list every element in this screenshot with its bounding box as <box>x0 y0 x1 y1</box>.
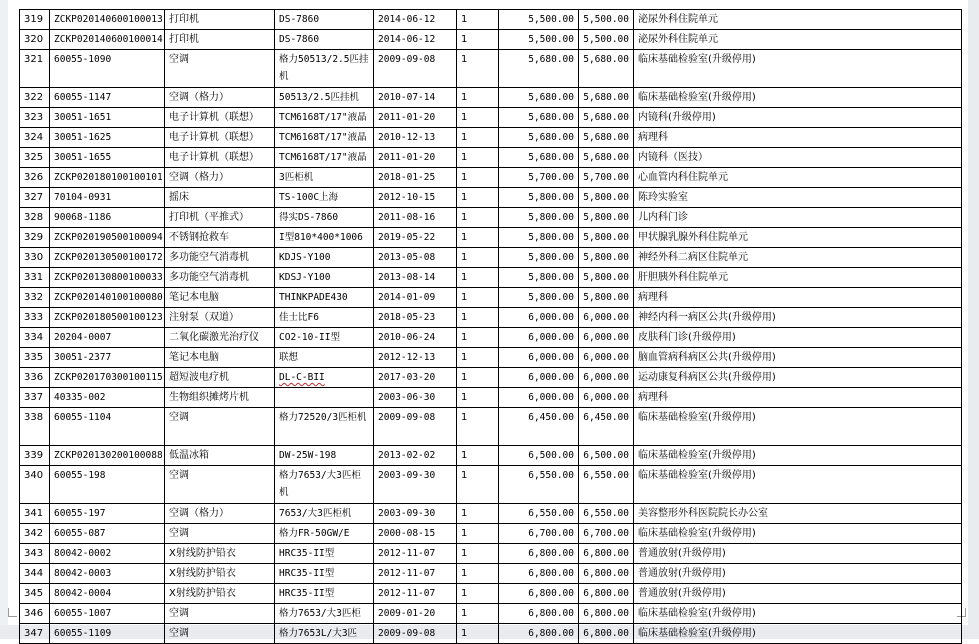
cell-department: 病理科 <box>634 288 962 308</box>
cell-amount: 5,680.00 <box>579 50 634 88</box>
cell-department: 泌尿外科住院单元 <box>634 10 962 30</box>
cell-quantity: 1 <box>457 368 499 388</box>
cell-amount: 6,800.00 <box>579 544 634 564</box>
cell-date: 2012-11-07 <box>374 584 457 604</box>
cell-unit-price: 5,800.00 <box>499 208 579 228</box>
cell-unit-price: 5,800.00 <box>499 248 579 268</box>
table-row <box>20 504 962 524</box>
table-row <box>20 50 962 88</box>
table-row <box>20 308 962 328</box>
cell-model: 格力7653/大3匹柜机 <box>275 466 374 504</box>
cell-asset-code: 80042-0002 <box>50 544 165 564</box>
table-row <box>20 624 962 644</box>
cell-department: 儿内科门诊 <box>634 208 962 228</box>
cell-index: 323 <box>20 108 50 128</box>
cell-asset-name: 空调（格力） <box>165 504 275 524</box>
table-row <box>20 328 962 348</box>
cell-index: 324 <box>20 128 50 148</box>
table-row <box>20 208 962 228</box>
cell-asset-code: 30051-2377 <box>50 348 165 368</box>
cell-amount: 5,800.00 <box>579 188 634 208</box>
table-row <box>20 10 962 30</box>
cell-asset-name: 打印机 <box>165 30 275 50</box>
cell-department: 病理科 <box>634 128 962 148</box>
cell-amount: 6,550.00 <box>579 466 634 504</box>
cell-asset-name: 超短波电疗机 <box>165 368 275 388</box>
cell-asset-name: 空调 <box>165 524 275 544</box>
cell-model: DW-25W-198 <box>275 446 374 466</box>
cell-unit-price: 6,000.00 <box>499 388 579 408</box>
cell-unit-price: 6,000.00 <box>499 328 579 348</box>
cell-quantity: 1 <box>457 604 499 624</box>
cell-date: 2018-05-23 <box>374 308 457 328</box>
cell-department: 病理科 <box>634 388 962 408</box>
cell-quantity: 1 <box>457 408 499 446</box>
cell-model: 7653/大3匹柜机 <box>275 504 374 524</box>
cell-asset-name: 空调 <box>165 604 275 624</box>
cell-quantity: 1 <box>457 168 499 188</box>
cell-department: 临床基础检验室(升级停用) <box>634 604 962 624</box>
cell-asset-code: ZCKP020170300100115 <box>50 368 165 388</box>
cell-model: 格力7653/大3匹柜 <box>275 604 374 624</box>
cell-index: 340 <box>20 466 50 504</box>
cell-amount: 5,800.00 <box>579 248 634 268</box>
cell-date: 2010-07-14 <box>374 88 457 108</box>
cell-index: 336 <box>20 368 50 388</box>
cell-quantity: 1 <box>457 188 499 208</box>
cell-date: 2014-01-09 <box>374 288 457 308</box>
cell-quantity: 1 <box>457 524 499 544</box>
cell-asset-name: 多功能空气消毒机 <box>165 268 275 288</box>
cell-unit-price: 6,800.00 <box>499 584 579 604</box>
cell-amount: 5,500.00 <box>579 10 634 30</box>
cell-date: 2012-11-07 <box>374 564 457 584</box>
cell-date: 2003-06-30 <box>374 388 457 408</box>
cell-quantity: 1 <box>457 108 499 128</box>
cell-index: 321 <box>20 50 50 88</box>
cell-date: 2011-01-20 <box>374 108 457 128</box>
table-row <box>20 188 962 208</box>
cell-asset-code: ZCKP020130800100033 <box>50 268 165 288</box>
cell-date: 2019-05-22 <box>374 228 457 248</box>
cell-department: 普通放射(升级停用) <box>634 584 962 604</box>
page-margin-left <box>0 0 8 639</box>
page-corner-mark-left <box>8 608 17 617</box>
cell-asset-code: ZCKP020180500100123 <box>50 308 165 328</box>
cell-amount: 5,800.00 <box>579 288 634 308</box>
cell-department: 临床基础检验室(升级停用) <box>634 50 962 88</box>
cell-date: 2009-09-08 <box>374 50 457 88</box>
cell-department: 临床基础检验室(升级停用) <box>634 88 962 108</box>
cell-model: 格力FR-50GW/E <box>275 524 374 544</box>
cell-unit-price: 6,800.00 <box>499 564 579 584</box>
cell-asset-code: 60055-198 <box>50 466 165 504</box>
table-row <box>20 368 962 388</box>
cell-department: 皮肤科门诊(升级停用) <box>634 328 962 348</box>
cell-quantity: 1 <box>457 624 499 644</box>
cell-amount: 6,700.00 <box>579 524 634 544</box>
cell-index: 339 <box>20 446 50 466</box>
cell-amount: 5,680.00 <box>579 108 634 128</box>
cell-department: 临床基础检验室(升级停用) <box>634 446 962 466</box>
cell-amount: 5,680.00 <box>579 88 634 108</box>
table-row <box>20 30 962 50</box>
cell-department: 心血管内科住院单元 <box>634 168 962 188</box>
cell-asset-name: 空调（格力） <box>165 88 275 108</box>
cell-date: 2013-08-14 <box>374 268 457 288</box>
cell-quantity: 1 <box>457 288 499 308</box>
cell-asset-code: 60055-1104 <box>50 408 165 446</box>
cell-amount: 6,800.00 <box>579 584 634 604</box>
cell-model: TCM6168T/17"液晶 <box>275 128 374 148</box>
cell-index: 327 <box>20 188 50 208</box>
cell-quantity: 1 <box>457 446 499 466</box>
cell-unit-price: 6,000.00 <box>499 348 579 368</box>
table-row <box>20 408 962 446</box>
cell-date: 2010-12-13 <box>374 128 457 148</box>
cell-asset-code: 60055-087 <box>50 524 165 544</box>
cell-asset-name: 空调 <box>165 50 275 88</box>
table-row <box>20 584 962 604</box>
cell-amount: 6,550.00 <box>579 504 634 524</box>
cell-department: 内镜科（医技） <box>634 148 962 168</box>
cell-asset-code: ZCKP020140100100080 <box>50 288 165 308</box>
table-row <box>20 446 962 466</box>
cell-index: 331 <box>20 268 50 288</box>
cell-quantity: 1 <box>457 388 499 408</box>
cell-date: 2010-06-24 <box>374 328 457 348</box>
table-row <box>20 228 962 248</box>
cell-asset-code: 30051-1655 <box>50 148 165 168</box>
cell-date: 2009-09-08 <box>374 408 457 446</box>
cell-index: 345 <box>20 584 50 604</box>
cell-model: DL-C-BII <box>275 368 374 388</box>
cell-unit-price: 6,450.00 <box>499 408 579 446</box>
cell-quantity: 1 <box>457 10 499 30</box>
cell-department: 普通放射(升级停用) <box>634 564 962 584</box>
cell-amount: 6,000.00 <box>579 348 634 368</box>
cell-department: 内镜科(升级停用) <box>634 108 962 128</box>
table-body <box>20 10 962 644</box>
page-margin-right <box>968 0 979 639</box>
cell-date: 2014-06-12 <box>374 30 457 50</box>
cell-quantity: 1 <box>457 328 499 348</box>
cell-unit-price: 5,500.00 <box>499 30 579 50</box>
cell-asset-code: 80042-0004 <box>50 584 165 604</box>
cell-unit-price: 6,000.00 <box>499 368 579 388</box>
cell-amount: 6,500.00 <box>579 446 634 466</box>
cell-amount: 6,800.00 <box>579 564 634 584</box>
cell-quantity: 1 <box>457 504 499 524</box>
cell-quantity: 1 <box>457 584 499 604</box>
cell-asset-name: 笔记本电脑 <box>165 288 275 308</box>
cell-asset-code: ZCKP020140600100014 <box>50 30 165 50</box>
table-row <box>20 564 962 584</box>
cell-unit-price: 6,800.00 <box>499 604 579 624</box>
cell-model: 佳士比F6 <box>275 308 374 328</box>
cell-model: TCM6168T/17"液晶 <box>275 148 374 168</box>
cell-asset-code: ZCKP020130200100088 <box>50 446 165 466</box>
table-row <box>20 604 962 624</box>
cell-index: 332 <box>20 288 50 308</box>
cell-model: 50513/2.5匹挂机 <box>275 88 374 108</box>
cell-asset-name: 不锈钢抢救车 <box>165 228 275 248</box>
cell-asset-code: 60055-1090 <box>50 50 165 88</box>
cell-asset-code: 60055-197 <box>50 504 165 524</box>
cell-department: 甲状腺乳腺外科住院单元 <box>634 228 962 248</box>
cell-date: 2012-10-15 <box>374 188 457 208</box>
cell-asset-code: 20204-0007 <box>50 328 165 348</box>
cell-asset-code: 30051-1651 <box>50 108 165 128</box>
cell-asset-name: 二氧化碳激光治疗仪 <box>165 328 275 348</box>
cell-department: 临床基础检验室(升级停用) <box>634 408 962 446</box>
asset-table <box>19 9 962 644</box>
cell-amount: 6,450.00 <box>579 408 634 446</box>
cell-amount: 5,800.00 <box>579 268 634 288</box>
cell-model: 格力72520/3匹柜机 <box>275 408 374 446</box>
cell-department: 临床基础检验室(升级停用) <box>634 466 962 504</box>
cell-quantity: 1 <box>457 308 499 328</box>
cell-date: 2017-03-20 <box>374 368 457 388</box>
cell-unit-price: 5,700.00 <box>499 168 579 188</box>
cell-model: DS-7860 <box>275 30 374 50</box>
table-row <box>20 128 962 148</box>
cell-asset-name: 电子计算机（联想） <box>165 148 275 168</box>
cell-asset-code: ZCKP020190500100094 <box>50 228 165 248</box>
cell-index: 334 <box>20 328 50 348</box>
cell-index: 347 <box>20 624 50 644</box>
cell-quantity: 1 <box>457 544 499 564</box>
cell-amount: 6,000.00 <box>579 388 634 408</box>
cell-amount: 5,800.00 <box>579 228 634 248</box>
cell-model <box>275 388 374 408</box>
cell-asset-code: 90068-1186 <box>50 208 165 228</box>
cell-asset-code: 60055-1147 <box>50 88 165 108</box>
cell-asset-name: X射线防护铅衣 <box>165 564 275 584</box>
cell-unit-price: 5,680.00 <box>499 128 579 148</box>
cell-quantity: 1 <box>457 466 499 504</box>
cell-model: I型810*400*1006 <box>275 228 374 248</box>
cell-index: 333 <box>20 308 50 328</box>
cell-asset-code: 80042-0003 <box>50 564 165 584</box>
cell-index: 343 <box>20 544 50 564</box>
cell-quantity: 1 <box>457 348 499 368</box>
cell-unit-price: 5,680.00 <box>499 50 579 88</box>
cell-model: 格力7653L/大3匹 <box>275 624 374 644</box>
cell-index: 342 <box>20 524 50 544</box>
cell-model: HRC35-II型 <box>275 584 374 604</box>
cell-department: 普通放射(升级停用) <box>634 544 962 564</box>
cell-unit-price: 5,800.00 <box>499 188 579 208</box>
cell-model: 格力50513/2.5匹挂机 <box>275 50 374 88</box>
cell-index: 341 <box>20 504 50 524</box>
cell-quantity: 1 <box>457 128 499 148</box>
table-row <box>20 248 962 268</box>
cell-asset-code: ZCKP020140600100013 <box>50 10 165 30</box>
cell-index: 325 <box>20 148 50 168</box>
table-row <box>20 466 962 504</box>
table-row <box>20 348 962 368</box>
cell-index: 320 <box>20 30 50 50</box>
cell-department: 陈玲实验室 <box>634 188 962 208</box>
cell-date: 2013-02-02 <box>374 446 457 466</box>
cell-asset-name: 生物组织摊烤片机 <box>165 388 275 408</box>
cell-date: 2014-06-12 <box>374 10 457 30</box>
cell-unit-price: 6,550.00 <box>499 466 579 504</box>
cell-quantity: 1 <box>457 88 499 108</box>
table-row <box>20 268 962 288</box>
cell-amount: 5,680.00 <box>579 148 634 168</box>
table-row <box>20 524 962 544</box>
table-row <box>20 388 962 408</box>
cell-amount: 6,000.00 <box>579 368 634 388</box>
table-row <box>20 544 962 564</box>
cell-asset-code: 60055-1007 <box>50 604 165 624</box>
cell-model: CO2-10-II型 <box>275 328 374 348</box>
cell-model: 联想 <box>275 348 374 368</box>
cell-date: 2011-08-16 <box>374 208 457 228</box>
cell-unit-price: 5,680.00 <box>499 148 579 168</box>
cell-amount: 5,680.00 <box>579 128 634 148</box>
cell-department: 美容整形外科医院院长办公室 <box>634 504 962 524</box>
cell-index: 319 <box>20 10 50 30</box>
cell-unit-price: 6,700.00 <box>499 524 579 544</box>
cell-date: 2013-05-08 <box>374 248 457 268</box>
cell-asset-name: 笔记本电脑 <box>165 348 275 368</box>
cell-index: 337 <box>20 388 50 408</box>
cell-quantity: 1 <box>457 148 499 168</box>
cell-department: 临床基础检验室(升级停用) <box>634 624 962 644</box>
cell-amount: 5,800.00 <box>579 208 634 228</box>
cell-index: 344 <box>20 564 50 584</box>
cell-asset-name: 电子计算机（联想） <box>165 128 275 148</box>
cell-index: 346 <box>20 604 50 624</box>
cell-department: 临床基础检验室(升级停用) <box>634 524 962 544</box>
cell-asset-name: 打印机（平推式） <box>165 208 275 228</box>
cell-asset-name: 低温冰箱 <box>165 446 275 466</box>
cell-model: HRC35-II型 <box>275 544 374 564</box>
cell-amount: 6,000.00 <box>579 308 634 328</box>
cell-quantity: 1 <box>457 268 499 288</box>
cell-asset-name: 打印机 <box>165 10 275 30</box>
cell-amount: 6,000.00 <box>579 328 634 348</box>
table-row <box>20 148 962 168</box>
cell-asset-name: 多功能空气消毒机 <box>165 248 275 268</box>
cell-asset-name: 空调 <box>165 466 275 504</box>
cell-unit-price: 5,800.00 <box>499 228 579 248</box>
cell-asset-name: 空调 <box>165 408 275 446</box>
cell-quantity: 1 <box>457 50 499 88</box>
cell-date: 2012-12-13 <box>374 348 457 368</box>
cell-unit-price: 5,800.00 <box>499 268 579 288</box>
cell-asset-name: 空调 <box>165 624 275 644</box>
cell-unit-price: 5,680.00 <box>499 88 579 108</box>
cell-unit-price: 6,550.00 <box>499 504 579 524</box>
cell-date: 2011-01-20 <box>374 148 457 168</box>
cell-index: 322 <box>20 88 50 108</box>
cell-index: 328 <box>20 208 50 228</box>
cell-department: 脑血管病科病区公共(升级停用) <box>634 348 962 368</box>
cell-date: 2012-11-07 <box>374 544 457 564</box>
cell-unit-price: 5,500.00 <box>499 10 579 30</box>
cell-asset-name: 注射泵（双道） <box>165 308 275 328</box>
cell-model: TS-100C上海 <box>275 188 374 208</box>
cell-amount: 6,800.00 <box>579 624 634 644</box>
cell-unit-price: 5,680.00 <box>499 108 579 128</box>
cell-asset-name: X射线防护铅衣 <box>165 544 275 564</box>
cell-unit-price: 6,800.00 <box>499 624 579 644</box>
table-row <box>20 168 962 188</box>
cell-model: THINKPADE430 <box>275 288 374 308</box>
cell-index: 330 <box>20 248 50 268</box>
cell-amount: 5,700.00 <box>579 168 634 188</box>
cell-date: 2003-09-30 <box>374 504 457 524</box>
table-row <box>20 88 962 108</box>
cell-date: 2003-09-30 <box>374 466 457 504</box>
cell-asset-code: 40335-002 <box>50 388 165 408</box>
cell-date: 2018-01-25 <box>374 168 457 188</box>
cell-index: 335 <box>20 348 50 368</box>
cell-model: 得实DS-7860 <box>275 208 374 228</box>
cell-model: KDSJ-Y100 <box>275 268 374 288</box>
cell-amount: 6,800.00 <box>579 604 634 624</box>
cell-model: HRC35-II型 <box>275 564 374 584</box>
cell-asset-name: 空调（格力） <box>165 168 275 188</box>
cell-model: TCM6168T/17"液晶 <box>275 108 374 128</box>
cell-department: 肝胆胰外科住院单元 <box>634 268 962 288</box>
cell-quantity: 1 <box>457 228 499 248</box>
cell-quantity: 1 <box>457 208 499 228</box>
cell-date: 2000-08-15 <box>374 524 457 544</box>
cell-unit-price: 5,800.00 <box>499 288 579 308</box>
table-row <box>20 288 962 308</box>
cell-model: DS-7860 <box>275 10 374 30</box>
cell-date: 2009-01-20 <box>374 604 457 624</box>
cell-quantity: 1 <box>457 564 499 584</box>
cell-asset-code: ZCKP020130500100172 <box>50 248 165 268</box>
cell-department: 泌尿外科住院单元 <box>634 30 962 50</box>
cell-asset-code: ZCKP020180100100101 <box>50 168 165 188</box>
cell-unit-price: 6,500.00 <box>499 446 579 466</box>
cell-quantity: 1 <box>457 248 499 268</box>
cell-index: 326 <box>20 168 50 188</box>
cell-unit-price: 6,800.00 <box>499 544 579 564</box>
cell-department: 神经内科一病区公共(升级停用) <box>634 308 962 328</box>
cell-asset-code: 60055-1109 <box>50 624 165 644</box>
cell-asset-code: 70104-0931 <box>50 188 165 208</box>
cell-asset-name: 电子计算机（联想） <box>165 108 275 128</box>
cell-asset-name: 摇床 <box>165 188 275 208</box>
cell-department: 神经外科二病区住院单元 <box>634 248 962 268</box>
table-row <box>20 108 962 128</box>
cell-quantity: 1 <box>457 30 499 50</box>
cell-index: 338 <box>20 408 50 446</box>
cell-index: 329 <box>20 228 50 248</box>
cell-date: 2009-09-08 <box>374 624 457 644</box>
cell-department: 运动康复科病区公共(升级停用) <box>634 368 962 388</box>
cell-model: KDJS-Y100 <box>275 248 374 268</box>
cell-unit-price: 6,000.00 <box>499 308 579 328</box>
cell-amount: 5,500.00 <box>579 30 634 50</box>
cell-asset-code: 30051-1625 <box>50 128 165 148</box>
cell-model: 3匹柜机 <box>275 168 374 188</box>
cell-asset-name: X射线防护铅衣 <box>165 584 275 604</box>
